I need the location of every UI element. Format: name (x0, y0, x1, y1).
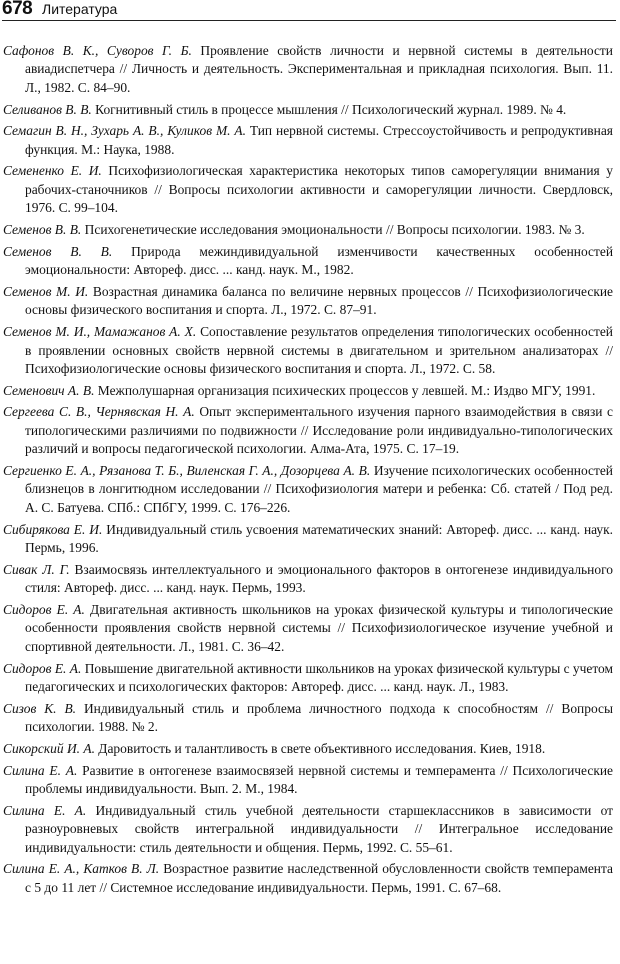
reference-entry (3, 462, 613, 517)
reference-text: Проявление свойств личности и нервной системы в деятельности авиадиспетчера // Личность и деятельность. Экспериментальная и прикладная психология. Вып. 11. Л., 1982. С. 84–90. (25, 43, 613, 95)
reference-authors: Силина Е. А. (3, 802, 87, 818)
reference-entry (3, 762, 613, 799)
reference-text: Даровитость и талантливость в свете объективного исследования. Киев, 1918. (98, 740, 546, 756)
reference-authors: Семененко Е. И. (3, 163, 102, 179)
reference-entry (3, 403, 613, 458)
reference-authors: Семенов В. В. (3, 222, 82, 238)
reference-authors: Сидоров Е. А. (3, 660, 82, 676)
reference-text: Двигательная активность школьников на уроках физической культуры и типологические особенности проявления свойств нервной системы // Психофизиологическое изучение учебной и спортивной деятельности. Л., 1981. С. 36–42. (25, 601, 614, 654)
reference-authors: Силина Е. А. (3, 762, 78, 778)
reference-text: Сопоставление результатов определения типологических особенностей в проявлении основных свойств нервной системы в двигательном и зрительном анализаторах // Психофизиологические основы физического воспитания и спорта. Л., 1972. С. 58. (25, 324, 614, 376)
reference-entry (3, 802, 613, 857)
reference-entry (3, 283, 613, 320)
reference-list (3, 42, 613, 900)
reference-authors: Сергиенко Е. А., Рязанова Т. Б., Виленская Г. А., Дозорцева А. В. (3, 463, 371, 479)
reference-entry (3, 243, 613, 280)
reference-text: Индивидуальный стиль усвоения математических знаний: Автореф. дисс. ... канд. наук. Пермь, 1996. (25, 521, 614, 556)
reference-authors: Семенов М. И., Мамажанов А. Х. (3, 324, 197, 340)
reference-authors: Семенович А. В. (3, 382, 95, 398)
reference-text: Возрастное развитие наследственной обусловленности свойств темперамента с 5 до 11 лет // Системное исследование индивидуальности. Пермь, 1991. С. 67–68. (25, 861, 614, 895)
page-header (2, 0, 616, 21)
reference-authors: Селиванов В. В. (3, 101, 92, 117)
reference-text: Психогенетические исследования эмоциональности // Вопросы психологии. 1983. № 3. (84, 222, 585, 238)
reference-text: Тип нервной системы. Стрессоустойчивость и репродуктивная функция. М.: Наука, 1988. (25, 123, 613, 157)
reference-authors: Сафонов В. К., Суворов Г. Б. (3, 43, 192, 58)
reference-text: Индивидуальный стиль учебной деятельности старшеклассников в зависимости от разноуровневых свойств интегральной индивидуальности // Интегральное исследование индивидуальности: стиль деятельности и общения. Пермь, 1992. С. 55–61. (25, 802, 613, 855)
reference-text: Развитие в онтогенезе взаимосвязей нервной системы и темперамента // Психологические проблемы индивидуальности. Вып. 2. М., 1984. (25, 762, 613, 797)
reference-entry (3, 323, 613, 378)
reference-authors: Сидоров Е. А. (3, 601, 85, 617)
reference-entry (3, 42, 613, 97)
reference-entry (3, 101, 613, 119)
reference-entry (3, 162, 613, 217)
reference-text: Изучение психологических особенностей близнецов в лонгитюдном исследовании // Психофизиология матери и ребенка: Сб. статей / Под ред. А. С. Батуева. СПб.: СПбГУ, 1999. С. 176–226. (25, 463, 613, 515)
reference-authors: Сизов К. В. (3, 700, 77, 716)
reference-entry (3, 122, 613, 159)
reference-entry (3, 382, 613, 400)
reference-authors: Сикорский И. А. (3, 740, 95, 756)
reference-text: Повышение двигательной активности школьников на уроках физической культуры с учетом педагогических и психологических факторов: Автореф. дисс. ... канд. наук. Л., 1983. (25, 660, 614, 694)
reference-authors: Семенов М. И. (3, 283, 89, 299)
reference-text: Когнитивный стиль в процессе мышления // Психологический журнал. 1989. № 4. (95, 101, 567, 117)
section-title: Литература (42, 1, 118, 17)
reference-authors: Семагин В. Н., Зухарь А. В., Куликов М. А. (3, 123, 246, 139)
reference-text: Взаимосвязь интеллектуального и эмоционального факторов в онтогенезе индивидуального стиля: Автореф. дисс. ... канд. наук. Пермь, 1993. (25, 561, 613, 596)
reference-authors: Сибирякова Е. И. (3, 521, 103, 537)
reference-entry (3, 660, 613, 697)
reference-authors: Силина Е. А., Катков В. Л. (3, 861, 160, 877)
reference-text: Индивидуальный стиль и проблема личностного подхода к способностям // Вопросы психологии. 1988. № 2. (25, 700, 613, 735)
reference-text: Межполушарная организация психических процессов у левшей. М.: Издво МГУ, 1991. (97, 382, 596, 398)
reference-entry (3, 740, 613, 758)
reference-text: Психофизиологическая характеристика некоторых типов саморегуляции внимания у рабочих-станочников // Вопросы психологии активности и саморегуляции личности. Свердловск, 1976. С. 99–104. (25, 163, 613, 216)
reference-authors: Сергеева С. В., Чернявская Н. А. (3, 404, 195, 420)
reference-text: Возрастная динамика баланса по величине нервных процессов // Психофизиологические основы физического воспитания и спорта. Л., 1972. С. 87–91. (25, 283, 613, 318)
reference-entry (3, 601, 613, 656)
reference-text: Опыт экспериментального изучения парного взаимодействия в связи с типологическими различиями по подвижности // Исследование роли индивидуально-типологических различий и вопросы педагогической психологии. Алма-Ата, 1975. С. 17–19. (25, 404, 614, 457)
reference-entry (3, 561, 613, 598)
reference-text: Природа межиндивидуальной изменчивости качественных особенностей эмоциональности: Автореф. дисс. ... канд. наук. М., 1982. (25, 243, 614, 278)
reference-entry (3, 700, 613, 737)
reference-authors: Семенов В. В. (3, 243, 113, 259)
reference-entry (3, 221, 613, 239)
page-number: 678 (2, 0, 33, 19)
reference-entry (3, 860, 613, 897)
reference-entry (3, 521, 613, 558)
reference-authors: Сивак Л. Г. (3, 561, 70, 577)
